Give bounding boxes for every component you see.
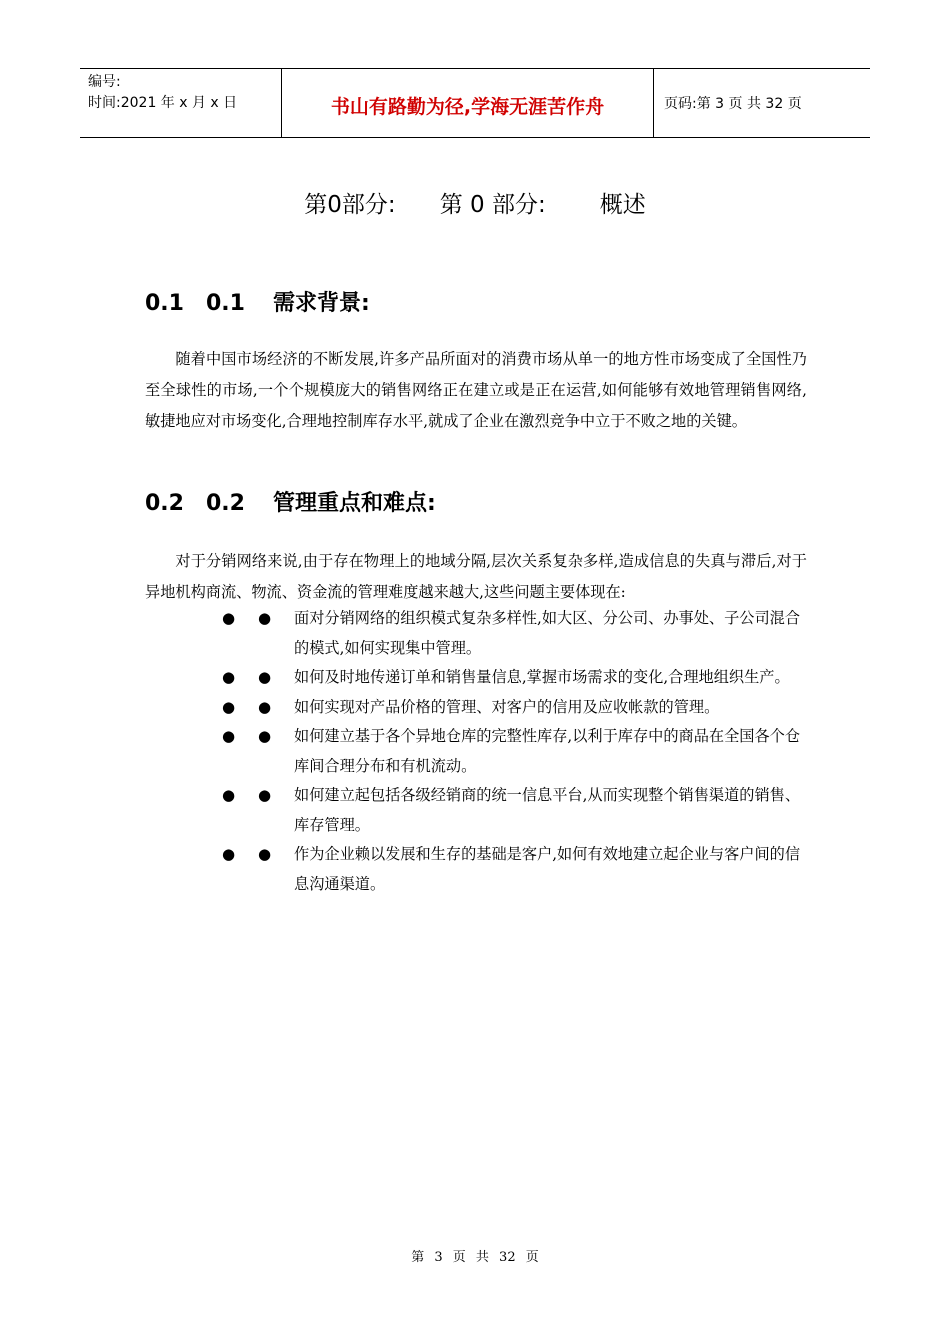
bullet-icon: ●	[258, 609, 272, 627]
list-item-text: 作为企业赖以发展和生存的基础是客户,如何有效地建立起企业与客户间的信息沟通渠道。	[294, 845, 801, 893]
chapter-title-part2: 第 0 部分:	[439, 192, 546, 218]
header-time-label: 时间:2021 年 x 月 x 日	[88, 95, 238, 111]
bullet-icon: ●	[222, 786, 236, 804]
list-item-text: 如何及时地传递订单和销售量信息,掌握市场需求的变化,合理地组织生产。	[294, 668, 790, 686]
chapter-title-part1: 第0部分:	[304, 192, 396, 218]
section-heading-2	[145, 486, 436, 517]
header-page-info: 页码:第 3 页 共 32 页	[664, 96, 802, 112]
chapter-title-part3: 概述	[599, 192, 646, 218]
list-item-text: 面对分销网络的组织模式复杂多样性,如大区、分公司、办事处、子公司混合的模式,如何实现集中管理。	[294, 609, 801, 657]
bullet-icon: ●	[258, 845, 272, 863]
section-number-repeat: 0.1	[205, 291, 245, 316]
section-heading-text: 需求背景:	[272, 291, 370, 316]
bullet-icon: ●	[222, 668, 236, 686]
section-paragraph-1: 随着中国市场经济的不断发展,许多产品所面对的消费市场从单一的地方性市场变成了全国性乃至全球性的市场,一个个规模庞大的销售网络正在建立或是正在运营,如何能够有效地管理销售网络,敏捷地应对市场变化,合理地控制库存水平,就成了企业在激烈竞争中立于不败之地的关键。	[145, 350, 807, 430]
list-item-text: 如何建立基于各个异地仓库的完整性库存,以利于库存中的商品在全国各个仓库间合理分布和有机流动。	[294, 727, 801, 775]
bullet-icon: ●	[222, 727, 236, 745]
bullet-icon: ●	[258, 668, 272, 686]
section-heading-1	[145, 286, 370, 317]
header-meta-cell	[80, 69, 282, 137]
list-item	[222, 693, 807, 723]
section-paragraph-2: 对于分销网络来说,由于存在物理上的地域分隔,层次关系复杂多样,造成信息的失真与滞后,对于异地机构商流、物流、资金流的管理难度越来越大,这些问题主要体现在:	[145, 552, 807, 601]
section-number: 0.2	[145, 491, 184, 516]
list-item	[222, 663, 807, 693]
bullet-icon: ●	[222, 697, 236, 716]
list-item	[222, 781, 807, 840]
list-item	[222, 604, 807, 663]
bullet-icon: ●	[222, 845, 236, 863]
section-number: 0.1	[145, 291, 184, 316]
bullet-icon: ●	[258, 727, 272, 745]
section-heading-text: 管理重点和难点:	[272, 491, 436, 516]
page-footer: 第 3 页 共 32 页	[411, 1250, 539, 1265]
section-number-repeat: 0.2	[205, 491, 245, 516]
bullet-icon: ●	[222, 609, 236, 627]
chapter-title	[0, 186, 950, 219]
bullet-icon: ●	[258, 697, 272, 716]
header-motto: 书山有路勤为径,学海无涯苦作舟	[282, 69, 654, 137]
page-header	[80, 68, 870, 138]
list-item-text: 如何实现对产品价格的管理、对客户的信用及应收帐款的管理。	[294, 697, 720, 716]
issue-bullet-list	[222, 604, 807, 899]
header-number-label: 编号:	[88, 74, 121, 90]
list-item-text: 如何建立起包括各级经销商的统一信息平台,从而实现整个销售渠道的销售、库存管理。	[294, 786, 801, 834]
list-item	[222, 722, 807, 781]
bullet-icon: ●	[258, 786, 272, 804]
list-item	[222, 840, 807, 899]
